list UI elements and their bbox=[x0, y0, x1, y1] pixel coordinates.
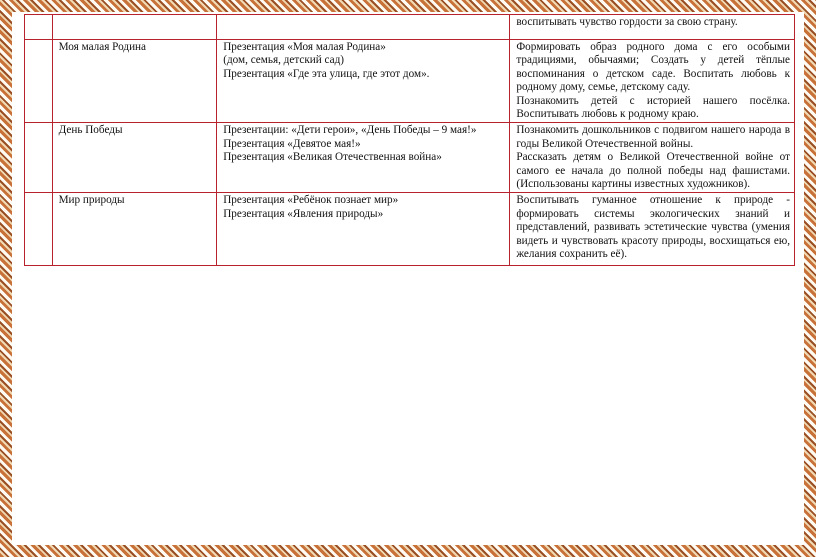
program-table bbox=[24, 14, 795, 266]
goal-text: воспитывать чувство гордости за свою страну. bbox=[516, 16, 738, 28]
table-row bbox=[25, 15, 795, 40]
topic-cell bbox=[52, 15, 217, 40]
number-cell bbox=[25, 193, 53, 266]
material-item: Презентация «Где эта улица, где этот дом». bbox=[223, 67, 430, 80]
goals-cell bbox=[510, 15, 795, 40]
table-row bbox=[25, 123, 795, 193]
materials-cell bbox=[217, 123, 510, 193]
table-row bbox=[25, 193, 795, 266]
goals-cell bbox=[510, 123, 795, 193]
number-cell bbox=[25, 40, 53, 123]
goal-text: Формировать образ родного дома с его особыми традициями, обычаями; Создать у детей тёплые воспоминания о детском саде. Воспитать любовь к родному дому, семье, детскому саду. bbox=[516, 41, 790, 94]
material-item: Презентация «Великая Отечественная война» bbox=[223, 151, 442, 164]
topic-cell: Мир природы bbox=[52, 193, 217, 266]
goal-text: Рассказать детям о Великой Отечественной войне от самого ее начала до полной победы над фашистами. (Использованы картины известных художников). bbox=[516, 151, 790, 191]
table-row bbox=[25, 40, 795, 123]
goal-text: Познакомить детей с историей нашего посёлка. Воспитывать любовь к родному краю. bbox=[516, 94, 790, 121]
number-cell bbox=[25, 15, 53, 40]
material-item: Презентация «Моя малая Родина» bbox=[223, 41, 386, 53]
goals-cell bbox=[510, 193, 795, 266]
goals-cell bbox=[510, 40, 795, 123]
topic-cell: Моя малая Родина bbox=[52, 40, 217, 123]
goal-text: Воспитывать гуманное отношение к природе - формировать системы экологических знаний и представлений, развивать эстетические чувства (умения видеть и чувствовать красоту природы, восхищаться ею, желания сохранить её). bbox=[516, 194, 790, 261]
topic-cell: День Победы bbox=[52, 123, 217, 193]
number-cell bbox=[25, 123, 53, 193]
material-item: Презентация «Явления природы» bbox=[223, 207, 384, 220]
goal-text: Познакомить дошкольников с подвигом нашего народа в годы Великой Отечественной войны. bbox=[516, 124, 790, 150]
material-item: Презентации: «Дети герои», «День Победы – 9 мая!» bbox=[223, 124, 477, 137]
materials-cell bbox=[217, 40, 510, 123]
material-item: (дом, семья, детский сад) bbox=[223, 54, 345, 67]
materials-cell bbox=[217, 15, 510, 40]
material-item: Презентация «Девятое мая!» bbox=[223, 137, 361, 150]
materials-cell bbox=[217, 193, 510, 266]
material-item: Презентация «Ребёнок познает мир» bbox=[223, 194, 399, 207]
